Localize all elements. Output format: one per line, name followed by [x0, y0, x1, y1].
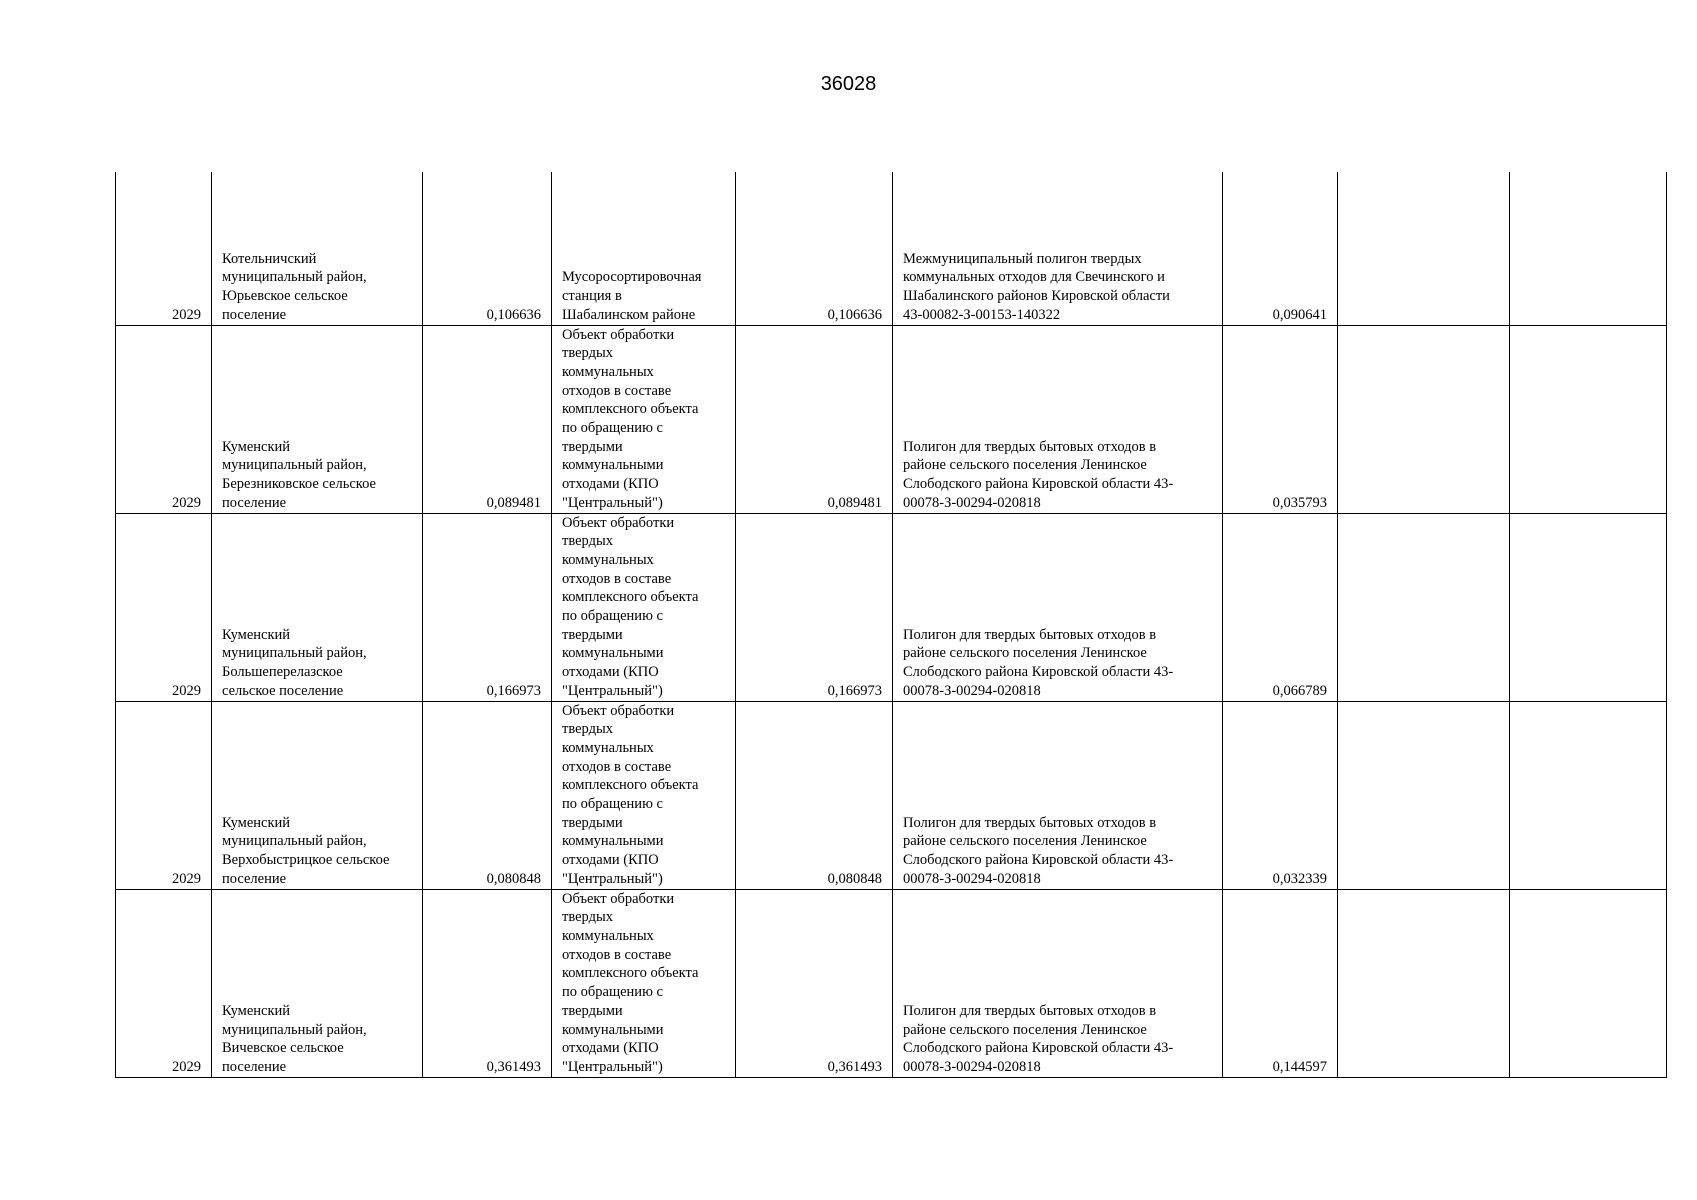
processing-object-cell: Мусоросортировочная станция в Шабалинском районе	[552, 172, 736, 325]
table-row	[116, 513, 1667, 701]
empty-cell	[1510, 889, 1667, 1077]
year-cell: 2029	[116, 172, 212, 325]
empty-cell	[1338, 701, 1510, 889]
disposed-volume-cell: 0,035793	[1223, 325, 1338, 513]
table-row	[116, 325, 1667, 513]
processed-volume-cell: 0,089481	[736, 325, 893, 513]
year-cell: 2029	[116, 701, 212, 889]
empty-cell	[1338, 513, 1510, 701]
disposed-volume-cell: 0,144597	[1223, 889, 1338, 1077]
year-cell: 2029	[116, 325, 212, 513]
table-row	[116, 172, 1667, 325]
empty-cell	[1510, 172, 1667, 325]
table-row	[116, 701, 1667, 889]
empty-cell	[1510, 701, 1667, 889]
processing-object-cell: Объект обработки твердых коммунальных отходов в составе комплексного объекта по обращению с твердыми коммунальными отходами (КПО "Центральный")	[552, 889, 736, 1077]
processed-volume-cell: 0,166973	[736, 513, 893, 701]
district-cell: Куменский муниципальный район, Вичевское сельское поселение	[212, 889, 423, 1077]
disposed-volume-cell: 0,032339	[1223, 701, 1338, 889]
processed-volume-cell: 0,080848	[736, 701, 893, 889]
district-cell: Куменский муниципальный район, Верхобыстрицкое сельское поселение	[212, 701, 423, 889]
empty-cell	[1510, 325, 1667, 513]
page-number: 36028	[820, 73, 877, 95]
volume-cell: 0,166973	[423, 513, 552, 701]
district-cell: Куменский муниципальный район, Большеперелазское сельское поселение	[212, 513, 423, 701]
year-cell: 2029	[116, 889, 212, 1077]
volume-cell: 0,106636	[423, 172, 552, 325]
district-cell: Куменский муниципальный район, Березниковское сельское поселение	[212, 325, 423, 513]
empty-cell	[1338, 889, 1510, 1077]
empty-cell	[1338, 172, 1510, 325]
volume-cell: 0,361493	[423, 889, 552, 1077]
landfill-cell: Полигон для твердых бытовых отходов в районе сельского поселения Ленинское Слободского района Кировской области 43- 00078-З-00294-020818	[893, 889, 1223, 1077]
processing-object-cell: Объект обработки твердых коммунальных отходов в составе комплексного объекта по обращению с твердыми коммунальными отходами (КПО "Центральный")	[552, 325, 736, 513]
processed-volume-cell: 0,361493	[736, 889, 893, 1077]
landfill-cell: Полигон для твердых бытовых отходов в районе сельского поселения Ленинское Слободского района Кировской области 43- 00078-З-00294-020818	[893, 325, 1223, 513]
volume-cell: 0,089481	[423, 325, 552, 513]
district-cell: Котельничский муниципальный район, Юрьевское сельское поселение	[212, 172, 423, 325]
year-cell: 2029	[116, 513, 212, 701]
processing-object-cell: Объект обработки твердых коммунальных отходов в составе комплексного объекта по обращению с твердыми коммунальными отходами (КПО "Центральный")	[552, 513, 736, 701]
table-row	[116, 889, 1667, 1077]
processed-volume-cell: 0,106636	[736, 172, 893, 325]
landfill-cell: Полигон для твердых бытовых отходов в районе сельского поселения Ленинское Слободского района Кировской области 43- 00078-З-00294-020818	[893, 513, 1223, 701]
processing-object-cell: Объект обработки твердых коммунальных отходов в составе комплексного объекта по обращению с твердыми коммунальными отходами (КПО "Центральный")	[552, 701, 736, 889]
disposed-volume-cell: 0,066789	[1223, 513, 1338, 701]
empty-cell	[1510, 513, 1667, 701]
empty-cell	[1338, 325, 1510, 513]
landfill-cell: Полигон для твердых бытовых отходов в районе сельского поселения Ленинское Слободского района Кировской области 43- 00078-З-00294-020818	[893, 701, 1223, 889]
waste-flow-table	[115, 172, 1667, 1078]
disposed-volume-cell: 0,090641	[1223, 172, 1338, 325]
landfill-cell: Межмуниципальный полигон твердых коммунальных отходов для Свечинского и Шабалинского районов Кировской области 43-00082-З-00153-140322	[893, 172, 1223, 325]
volume-cell: 0,080848	[423, 701, 552, 889]
